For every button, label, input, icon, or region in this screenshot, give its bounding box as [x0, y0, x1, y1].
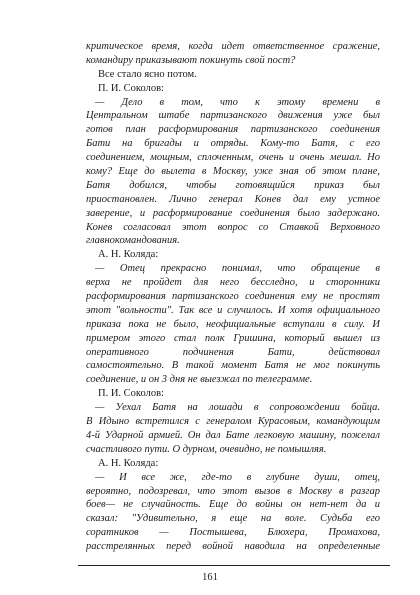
- text-line: кому? Еще до вылета в Москву, уже зная об этом плане,: [86, 166, 380, 178]
- text-line: примером этого стал полк Гришина, который вышел из: [86, 332, 380, 344]
- page-number: 161: [202, 572, 218, 583]
- text-line: Центральном штабе партизанского движения уже был: [86, 110, 380, 122]
- speaker-label: П. И. Соколов:: [98, 82, 164, 94]
- dialogue-line: — Отец прекрасно понимал, что обращение в: [95, 263, 380, 275]
- text-line: приказа пока не было, неофициальные вступали в силу. И: [86, 318, 380, 330]
- text-line: верха не пройдет для него бесследно, и сторонники: [86, 277, 380, 289]
- text-line: расстрелянных перед войной наводила на определенные: [86, 541, 380, 553]
- text-line: главнокомандования.: [86, 235, 180, 247]
- speaker-label: А. Н. Коляда:: [98, 457, 159, 469]
- dialogue-line: — Дело в том, что к этому времени в: [95, 96, 380, 108]
- text-line: боев— не случайность. Еще до войны он нет-нет да и: [86, 499, 380, 511]
- text-line: заверение, и расформирование соединения было задержано.: [86, 207, 380, 219]
- speaker-label: П. И. Соколов:: [98, 388, 164, 400]
- text-line: оперативного подчинения Бати, действовал: [86, 346, 380, 358]
- speaker-label: А. Н. Коляда:: [98, 249, 159, 261]
- text-line: счастливого пути. О дурном, очевидно, не помышляя.: [86, 443, 327, 455]
- text-line: Батя добился, чтобы готовящийся приказ был: [86, 179, 380, 191]
- text-line: соединением, мощным, сплоченным, очень и очень мешал. Но: [86, 152, 380, 164]
- text-line: этот "вольности". Так все и случилось. И хотя официального: [86, 304, 380, 316]
- text-line: сказал: "Удивительно, я еще на воле. Судьба его: [86, 513, 380, 525]
- text-line: В Идыно встретился с генералом Курасовым, командующим: [86, 416, 380, 428]
- text-line: критическое время, когда идет ответственное сражение,: [86, 41, 380, 52]
- page-text: [86, 40, 380, 554]
- dialogue-line: — И все же, где-то в глубине души, отец,: [95, 471, 380, 483]
- text-line: 4-й Ударной армией. Он дал Бате легковую машину, пожелал: [86, 429, 380, 441]
- text-line: соратников — Постышева, Блюхера, Промахова,: [86, 527, 380, 539]
- text-line: вероятно, подозревал, что этот вызов в Москву в разгар: [86, 485, 380, 497]
- text-line: командиру приказывают покинуть свой пост?: [86, 54, 296, 66]
- text-line: приостановлен. Лично генерал Конев дал ему устное: [86, 193, 380, 205]
- text-line: расформирования партизанского соединения ему не простят: [86, 291, 380, 303]
- footer-rule: [78, 565, 390, 566]
- text-line: готов план расформирования партизанского соединения: [86, 124, 380, 136]
- text-line: самостоятельно. В такой момент Батя не мог покинуть: [86, 360, 380, 372]
- text-line: Все стало ясно потом.: [98, 68, 197, 80]
- dialogue-line: — Уехал Батя на лошади в сопровождении бойца.: [95, 402, 380, 414]
- text-line: Бати на бригады и отряды. Кому-то Батя, с его: [86, 138, 380, 150]
- text-line: соединение, и он 3 дня не выезжал по телеграмме.: [86, 374, 313, 386]
- text-line: Конев согласовал этот вопрос со Ставкой Верховного: [86, 221, 380, 233]
